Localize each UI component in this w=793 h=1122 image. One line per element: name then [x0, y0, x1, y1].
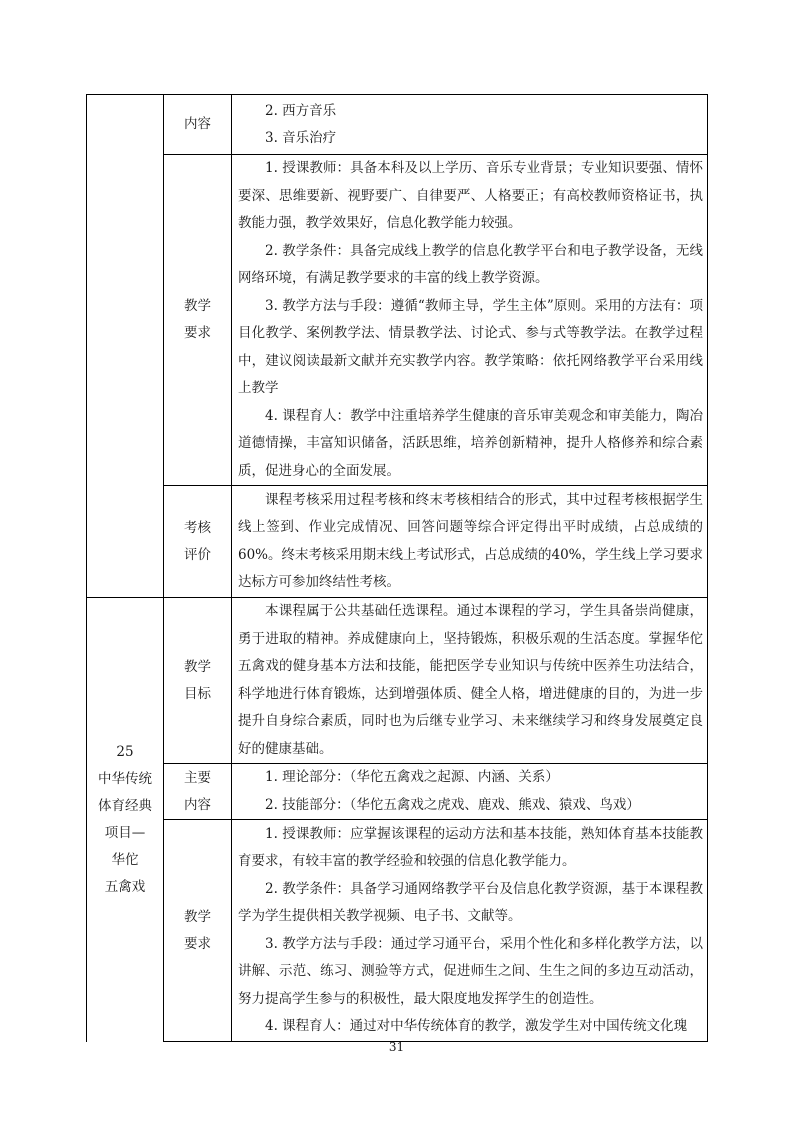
label-line: 目标: [184, 685, 211, 702]
content-cell: [232, 598, 708, 764]
label-line: 项目—: [104, 824, 146, 841]
label-line: 考核: [184, 519, 211, 536]
paragraph: 1. 授课教师：应掌握该课程的运动方法和基本技能，熟知体育基本技能教育要求，有较丰富的教学经验和较强的信息化教学能力。: [238, 825, 703, 869]
table-row: [87, 820, 708, 1042]
course-number: 25: [116, 743, 134, 760]
paragraph: 课程考核采用过程考核和终末考核相结合的形式，其中过程考核根据学生线上签到、作业完成情况、回答问题等综合评定得出平时成绩，占总成绩的60%。终末考核采用期末线上考试形式，占总成绩的40%，学生线上学习要求达标方可参加终结性考核。: [238, 491, 704, 590]
paragraph: 3. 音乐治疗: [265, 130, 337, 146]
label-line: 主要: [184, 769, 211, 786]
label-line: 华佗: [111, 851, 139, 868]
content-cell: [232, 155, 708, 486]
content-cell: [232, 486, 708, 598]
table-row: [87, 486, 708, 598]
label-line: 教学: [184, 298, 211, 314]
label-text: 内容: [184, 116, 211, 132]
row-label-assessment: [164, 486, 232, 598]
paragraph: 2. 教学条件：具备学习通网络教学平台及信息化教学资源，基于本课程教学为学生提供相关教学视频、电子书、文献等。: [238, 880, 703, 924]
course-name-cell-continued: [87, 95, 164, 598]
label-line: 教学: [184, 658, 211, 675]
course-table: [86, 94, 708, 1042]
label-line: 教学: [184, 908, 211, 925]
row-label-main-content: [164, 764, 232, 820]
label-line: 评价: [184, 546, 211, 563]
label-line: 内容: [184, 796, 211, 813]
row-label-teaching-requirements: [164, 155, 232, 486]
label-line: 五禽戏: [104, 878, 146, 895]
paragraph: 2. 西方音乐: [265, 102, 337, 119]
label-line: 体育经典: [98, 797, 152, 814]
course-name-cell: [87, 598, 164, 1042]
row-label-objectives: [164, 598, 232, 764]
content-cell: [232, 820, 708, 1042]
row-label-content: [164, 95, 232, 155]
paragraph: 1. 授课教师：具备本科及以上学历、音乐专业背景；专业知识要强、情怀要深、思维要新、视野要广、自律要严、人格要正；有高校教师资格证书，执教能力强，教学效果好，信息化教学能力较强。: [238, 160, 703, 231]
paragraph: 3. 教学方法与手段：通过学习通平台，采用个性化和多样化教学方法，以讲解、示范、练习、测验等方式，促进师生之间、生生之间的多边互动活动，努力提高学生参与的积极性，最大限度地发挥学生的创造性。: [238, 935, 703, 1007]
paragraph: 2. 教学条件：具备完成线上教学的信息化教学平台和电子教学设备，无线网络环境，有满足教学要求的丰富的线上教学资源。: [238, 242, 703, 286]
paragraph: 2. 技能部分：（华佗五禽戏之虎戏、鹿戏、熊戏、猿戏、鸟戏）: [265, 796, 640, 813]
table-row: [87, 155, 708, 486]
content-cell: [232, 764, 708, 820]
table-row: [87, 764, 708, 820]
table-row: [87, 598, 708, 764]
label-line: 中华传统: [98, 770, 152, 787]
label-line: 要求: [184, 935, 211, 952]
table-row: [87, 95, 708, 155]
label-line: 要求: [184, 325, 211, 341]
paragraph: 本课程属于公共基础任选课程。通过本课程的学习，学生具备崇尚健康，勇于进取的精神。养成健康向上，坚持锻炼，积极乐观的生活态度。掌握华佗五禽戏的健身基本方法和技能，能把医学专业知识与传统中医养生功法结合，科学地进行体育锻炼，达到增强体质、健全人格，增进健康的目的，为进一步提升自身综合素质，同时也为后继专业学习、未来继续学习和终身发展奠定良好的健康基础。: [238, 603, 703, 757]
content-cell: [232, 95, 708, 155]
paragraph: 4. 课程育人：教学中注重培养学生健康的音乐审美观念和审美能力，陶冶道德情操，丰富知识储备，活跃思维，培养创新精神，提升人格修养和综合素质，促进身心的全面发展。: [238, 407, 703, 479]
page-number: 31: [388, 1040, 405, 1054]
paragraph: 4. 课程育人：通过对中华传统体育的教学，激发学生对中国传统文化瑰: [265, 1018, 688, 1034]
paragraph: 3. 教学方法与手段：遵循“教师主导，学生主体”原则。采用的方法有：项目化教学、案例教学法、情景教学法、讨论式、参与式等教学法。在教学过程中，建议阅读最新文献并充实教学内容。教学策略：依托网络教学平台采用线上教学: [238, 297, 703, 396]
paragraph: 1. 理论部分：（华佗五禽戏之起源、内涵、关系）: [265, 769, 559, 785]
row-label-teaching-requirements: [164, 820, 232, 1042]
